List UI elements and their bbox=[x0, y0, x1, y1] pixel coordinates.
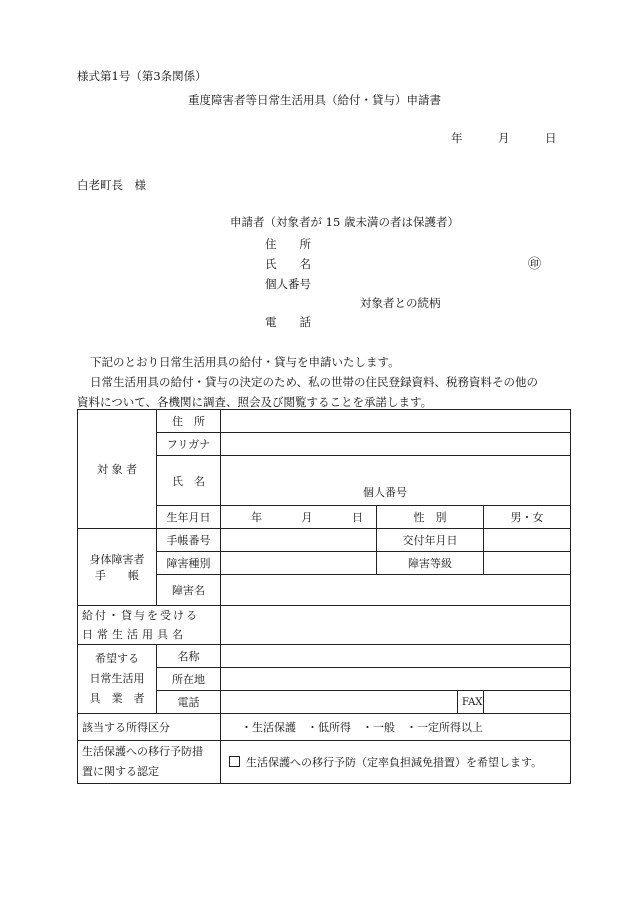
form-number: 様式第1号（第3条関係） bbox=[77, 69, 207, 83]
prevention-text: 生活保護への移行予防（定率負担減免措置）を希望します。 bbox=[246, 756, 543, 769]
fax-label: FAX bbox=[458, 691, 484, 714]
vendor-location-label: 所在地 bbox=[157, 668, 221, 691]
birth-month-label: 月 bbox=[301, 511, 313, 524]
date-month: 月 bbox=[498, 131, 510, 145]
vendor-phone-label: 電話 bbox=[157, 691, 221, 714]
prevention-field bbox=[221, 741, 571, 784]
application-table bbox=[77, 409, 571, 784]
vendor-name-label: 名称 bbox=[157, 645, 221, 668]
subject-address-field[interactable] bbox=[221, 410, 571, 433]
addressee: 白老町長 様 bbox=[77, 178, 146, 192]
applicant-phone-label: 電 話 bbox=[265, 315, 311, 329]
item-label-line-2: 日常生活用具名 bbox=[82, 628, 187, 641]
handbook-label-line-2: 手 帳 bbox=[95, 569, 139, 582]
subject-personal-number-label: 個人番号 bbox=[363, 486, 407, 499]
seal-mark: ㊞ bbox=[528, 257, 542, 272]
subject-name-field[interactable] bbox=[221, 456, 571, 506]
disability-grade-field[interactable] bbox=[484, 552, 571, 575]
body-line-3: 資料について、各機関に調査、照会及び閲覧することを承諾します。 bbox=[77, 395, 433, 409]
body-line-2: 日常生活用具の給付・貸与の決定のため、私の世帯の住民登録資料、税務資料その他の bbox=[90, 375, 539, 389]
handbook-number-field[interactable] bbox=[221, 529, 377, 552]
prevention-label-line-2: 置に関する認定 bbox=[82, 765, 159, 778]
handbook-label bbox=[78, 529, 157, 606]
sex-options[interactable]: 男・女 bbox=[484, 506, 571, 529]
date-year: 年 bbox=[451, 131, 463, 145]
applicant-address-label: 住 所 bbox=[265, 237, 311, 251]
form-title: 重度障害者等日常生活用具（給付・貸与）申請書 bbox=[188, 93, 441, 107]
vendor-location-field[interactable] bbox=[221, 668, 571, 691]
furigana-label: フリガナ bbox=[157, 433, 221, 456]
vendor-name-field[interactable] bbox=[221, 645, 571, 668]
issue-date-field[interactable] bbox=[484, 529, 571, 552]
handbook-number-label: 手帳番号 bbox=[157, 529, 221, 552]
item-label bbox=[78, 606, 221, 645]
subject-name-label: 氏 名 bbox=[157, 456, 221, 506]
prevention-checkbox[interactable] bbox=[229, 756, 240, 767]
prevention-label-line-1: 生活保護への移行予防措 bbox=[82, 745, 203, 758]
birthdate-field[interactable] bbox=[221, 506, 377, 529]
body-line-1: 下記のとおり日常生活用具の給付・貸与を申請いたします。 bbox=[90, 355, 400, 369]
date-day: 日 bbox=[545, 131, 557, 145]
subject-label: 対 象 者 bbox=[78, 410, 157, 529]
vendor-label-line-1: 希望する bbox=[95, 652, 139, 665]
applicant-heading: 申請者（対象者が 15 歳未満の者は保護者） bbox=[230, 215, 459, 229]
disability-name-label: 障害名 bbox=[157, 575, 221, 606]
furigana-field[interactable] bbox=[221, 433, 571, 456]
vendor-phone-field[interactable] bbox=[221, 691, 458, 714]
disability-grade-label: 障害等級 bbox=[377, 552, 484, 575]
item-field[interactable] bbox=[221, 606, 571, 645]
vendor-label bbox=[78, 645, 157, 714]
disability-type-field[interactable] bbox=[221, 552, 377, 575]
vendor-label-line-2: 日常生活用 bbox=[89, 672, 145, 685]
relation-label: 対象者との続柄 bbox=[360, 296, 441, 310]
disability-name-field[interactable] bbox=[221, 575, 571, 606]
applicant-name-label: 氏 名 bbox=[265, 257, 311, 271]
item-label-line-1: 給付・貸与を受ける bbox=[82, 609, 199, 622]
fax-field[interactable] bbox=[484, 691, 571, 714]
applicant-personal-number-label: 個人番号 bbox=[265, 277, 311, 291]
prevention-label bbox=[78, 741, 221, 784]
issue-date-label: 交付年月日 bbox=[377, 529, 484, 552]
birth-year-label: 年 bbox=[251, 511, 262, 524]
subject-address-label: 住 所 bbox=[157, 410, 221, 433]
birthdate-label: 生年月日 bbox=[157, 506, 221, 529]
sex-label: 性 別 bbox=[377, 506, 484, 529]
birth-day-label: 日 bbox=[352, 511, 363, 524]
income-label: 該当する所得区分 bbox=[78, 714, 221, 741]
handbook-label-line-1: 身体障害者 bbox=[89, 553, 145, 566]
income-options[interactable]: ・生活保護 ・低所得 ・一般 ・一定所得以上 bbox=[221, 714, 571, 741]
disability-type-label: 障害種別 bbox=[157, 552, 221, 575]
vendor-label-line-3: 具 業 者 bbox=[89, 692, 145, 705]
